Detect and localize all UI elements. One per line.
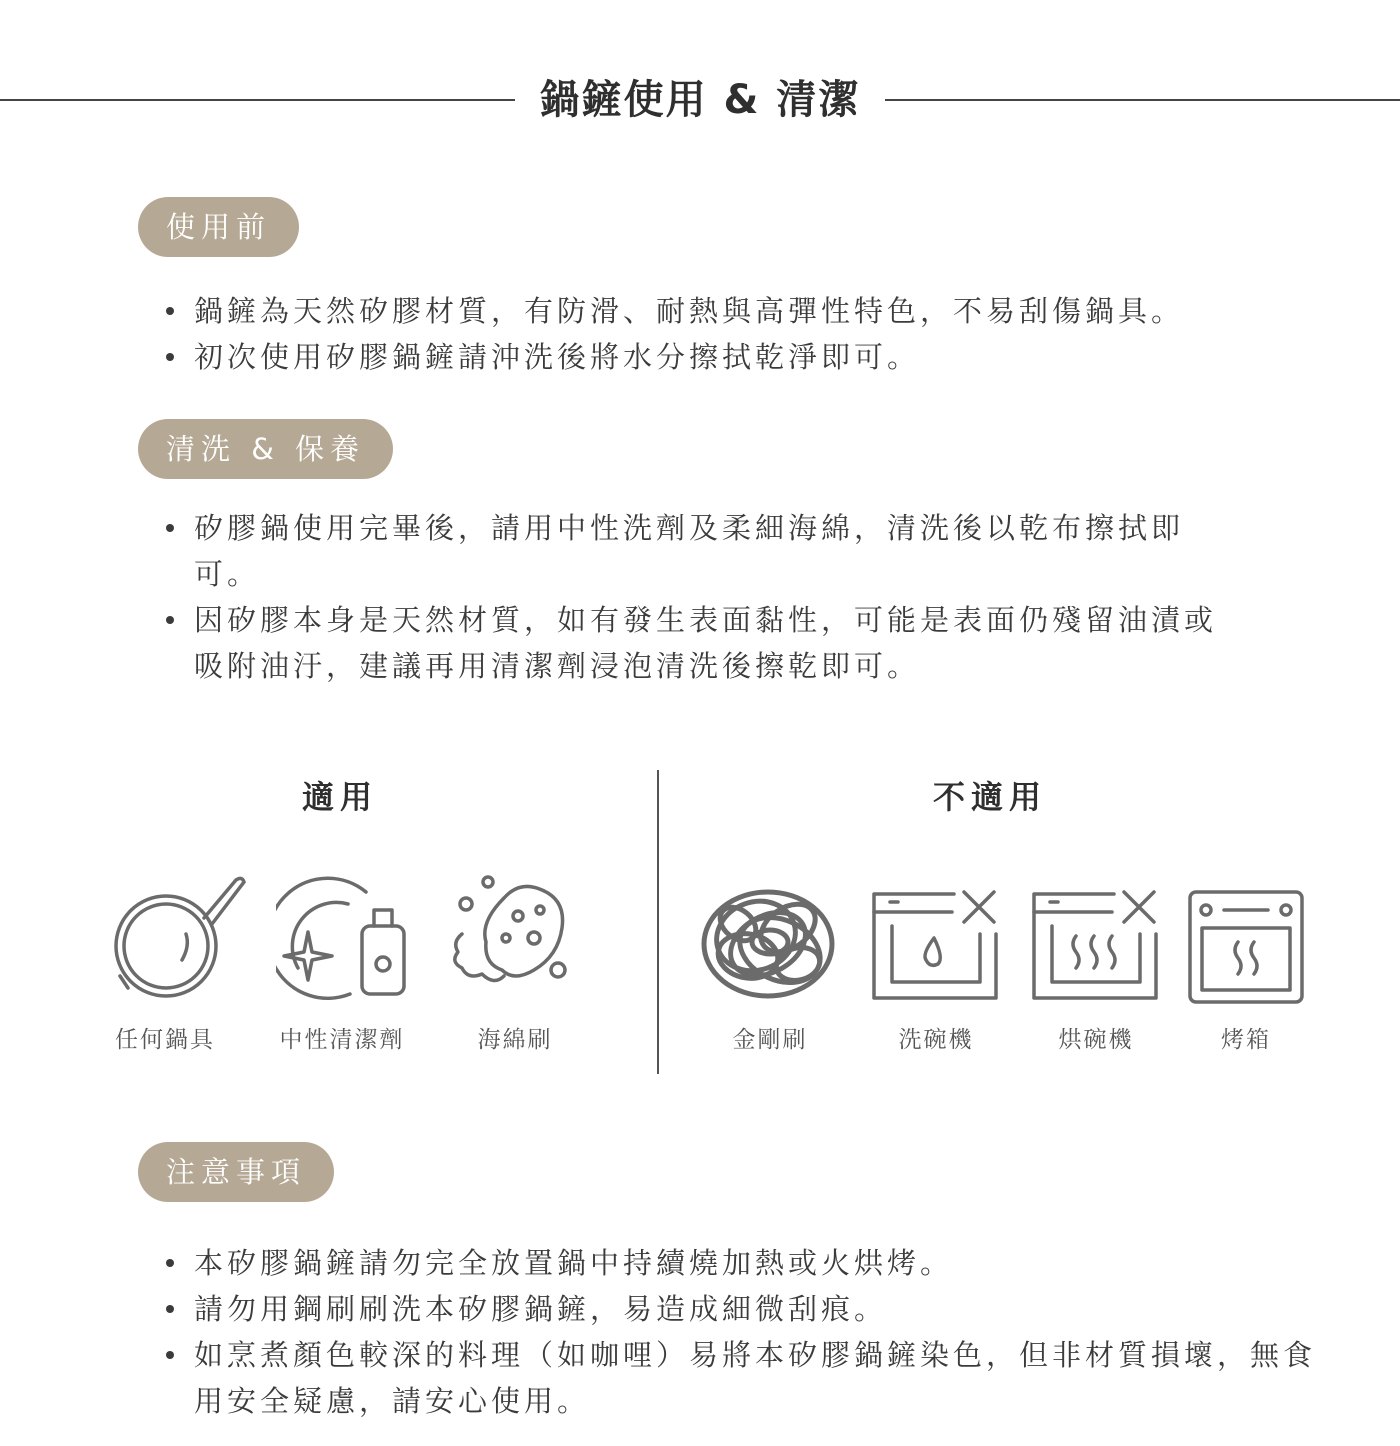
list-item-text: 因矽膠本身是天然材質，如有發生表面黏性，可能是表面仍殘留油漬或吸附油汙，建議再用清潔劑浸泡清洗後擦乾即可。 bbox=[194, 603, 1218, 683]
section-badge-notes: 注意事項 bbox=[138, 1142, 334, 1202]
page-title: 鍋鏟使用 & 清潔 bbox=[539, 77, 861, 123]
column-divider bbox=[657, 770, 659, 1074]
label-any-cookware: 任何鍋具 bbox=[115, 1027, 215, 1053]
list-item bbox=[160, 334, 1310, 380]
list-item-text: 如烹煮顏色較深的料理（如咖哩）易將本矽膠鍋鏟染色，但非材質損壞，無食用安全疑慮，請安心使用。 bbox=[194, 1338, 1317, 1418]
frying-pan-icon bbox=[108, 872, 248, 1002]
bullet-dot bbox=[166, 307, 174, 315]
unsuitable-heading: 不適用 bbox=[932, 778, 1047, 816]
list-item bbox=[160, 505, 1240, 597]
bullet-dot bbox=[166, 1351, 174, 1359]
label-dish-dryer: 烘碗機 bbox=[1058, 1027, 1134, 1053]
list-item-text: 本矽膠鍋鏟請勿完全放置鍋中持續燒加熱或火烘烤。 bbox=[194, 1246, 954, 1280]
section-badge-cleaning: 清洗 & 保養 bbox=[138, 419, 393, 479]
list-item-text: 矽膠鍋使用完畢後，請用中性洗劑及柔細海綿，清洗後以乾布擦拭即可。 bbox=[194, 511, 1185, 591]
dishwasher-icon bbox=[868, 886, 1004, 1006]
steel-wool-icon bbox=[698, 884, 838, 1004]
dish-soap-icon bbox=[276, 872, 416, 1002]
bullet-dot bbox=[166, 524, 174, 532]
bullet-dot bbox=[166, 353, 174, 361]
cleaning-list bbox=[160, 505, 1240, 689]
title-row bbox=[0, 62, 1400, 138]
bullet-dot bbox=[166, 1259, 174, 1267]
before-use-list bbox=[160, 288, 1310, 380]
title-divider-left bbox=[0, 99, 515, 101]
list-item-text: 鍋鏟為天然矽膠材質，有防滑、耐熱與高彈性特色，不易刮傷鍋具。 bbox=[194, 294, 1185, 328]
suitable-heading: 適用 bbox=[301, 778, 378, 816]
label-dishwasher: 洗碗機 bbox=[898, 1027, 974, 1053]
label-sponge-brush: 海綿刷 bbox=[477, 1027, 553, 1053]
sponge-icon bbox=[444, 872, 584, 1002]
bullet-dot bbox=[166, 1305, 174, 1313]
list-item bbox=[160, 1240, 1340, 1286]
list-item-text: 請勿用鋼刷刷洗本矽膠鍋鏟，易造成細微刮痕。 bbox=[194, 1292, 888, 1326]
list-item bbox=[160, 288, 1310, 334]
list-item bbox=[160, 1332, 1340, 1424]
oven-icon bbox=[1184, 886, 1308, 1010]
title-divider-right bbox=[885, 99, 1400, 101]
section-badge-before-use: 使用前 bbox=[138, 197, 299, 257]
list-item bbox=[160, 597, 1240, 689]
bullet-dot bbox=[166, 616, 174, 624]
label-oven: 烤箱 bbox=[1221, 1027, 1271, 1053]
list-item bbox=[160, 1286, 1340, 1332]
list-item-text: 初次使用矽膠鍋鏟請沖洗後將水分擦拭乾淨即可。 bbox=[194, 340, 921, 374]
label-steel-wool: 金剛刷 bbox=[732, 1027, 808, 1053]
dish-dryer-icon bbox=[1028, 886, 1164, 1006]
notes-list bbox=[160, 1240, 1340, 1424]
label-neutral-detergent: 中性清潔劑 bbox=[279, 1027, 405, 1053]
